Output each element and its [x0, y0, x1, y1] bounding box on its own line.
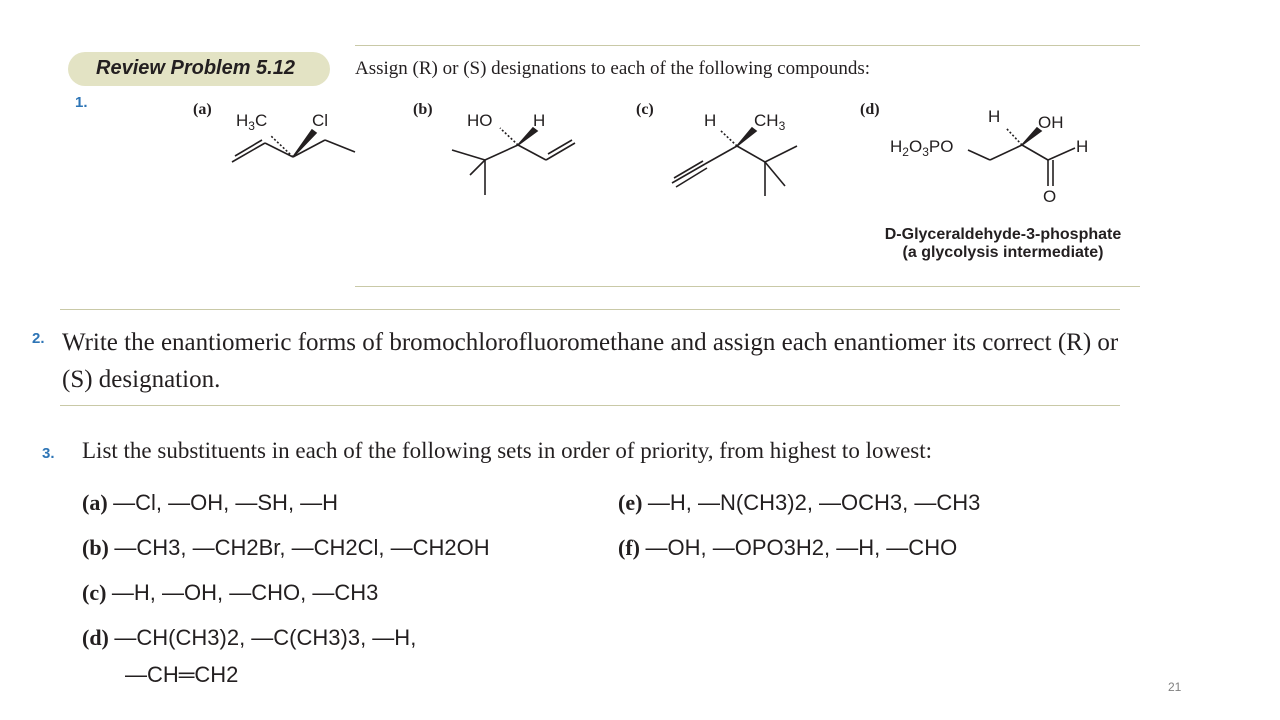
q2-top-divider	[60, 309, 1120, 310]
review-problem-title: Review Problem 5.12	[96, 57, 295, 79]
b-group-h: H	[533, 111, 546, 130]
caption-line-2: (a glycolysis intermediate)	[902, 244, 1104, 261]
list-item-e: (e) —H, —N(CH3)2, —OCH3, —CH3	[618, 490, 981, 515]
d-group-oh: OH	[1038, 113, 1064, 132]
structure-b	[452, 128, 575, 195]
d-group-aldehyde-h: H	[1076, 137, 1089, 156]
list-item-c: (c) —H, —OH, —CHO, —CH3	[82, 580, 379, 605]
compound-a-label: (a)	[193, 101, 212, 118]
list-item-d: (d) —CH(CH3)2, —C(CH3)3, —H,	[82, 625, 417, 650]
structure-d	[968, 128, 1075, 186]
question-2-text: Write the enantiomeric forms of bromochlorofluoromethane and assign each enantiomer its correct (R) or (S) designation.	[62, 329, 1119, 393]
glyceraldehyde-caption	[860, 226, 1146, 262]
question-3-text: List the substituents in each of the following sets in order of priority, from highest to lowest:	[82, 438, 933, 463]
b-group-ho: HO	[467, 111, 493, 130]
compound-d-label: (d)	[860, 101, 880, 118]
page-number: 21	[1168, 680, 1182, 694]
q2-bottom-divider	[60, 405, 1120, 406]
question-number-3: 3.	[42, 445, 55, 462]
list-item-f: (f) —OH, —OPO3H2, —H, —CHO	[618, 535, 958, 560]
c-group-h: H	[704, 111, 717, 130]
list-item-d-continued: —CH═CH2	[125, 662, 239, 687]
compound-b-label: (b)	[413, 101, 433, 118]
a-group-h3c: $H_3C$	[236, 111, 268, 133]
a-group-cl: Cl	[312, 111, 329, 130]
problem-prompt: Assign (R) or (S) designations to each of the following compounds:	[355, 58, 871, 79]
compound-c-label: (c)	[636, 101, 654, 118]
problem-bottom-divider	[355, 286, 1140, 287]
c-group-ch3: $CH_3$	[754, 111, 786, 133]
structure-a	[232, 130, 355, 162]
caption-line-1: D-Glyceraldehyde-3-phosphate	[884, 226, 1122, 243]
d-group-o: O	[1043, 187, 1057, 206]
d-group-h2o3po: $H_2O_3PO$	[890, 137, 954, 159]
list-item-b: (b) —CH3, —CH2Br, —CH2Cl, —CH2OH	[82, 535, 490, 560]
question-number-1: 1.	[75, 94, 88, 111]
d-group-h: H	[988, 107, 1001, 126]
list-item-a: (a) —Cl, —OH, —SH, —H	[82, 490, 339, 515]
question-number-2: 2.	[32, 330, 45, 347]
structure-c	[672, 128, 797, 196]
